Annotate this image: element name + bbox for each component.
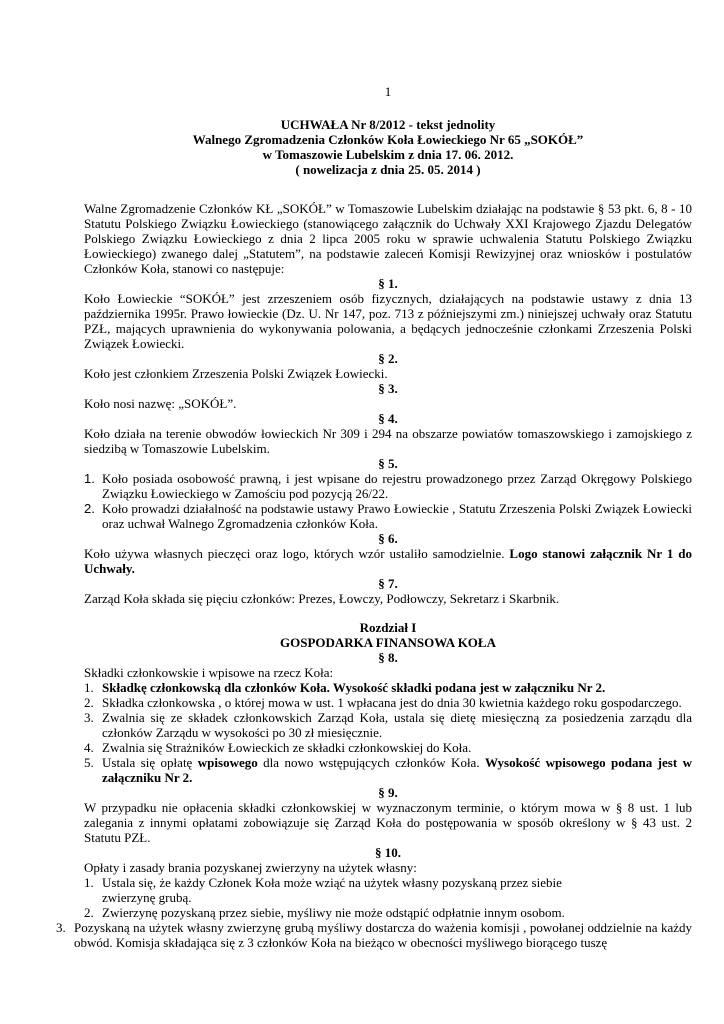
list-text: Koło posiada osobowość prawną, i jest wpisane do rejestru prowadzonego przez Zarząd Okręgowy Polskiego Związku Łowieckiego w Zamościu pod pozycją 26/22.	[102, 471, 692, 501]
section-1-heading: § 1.	[378, 276, 398, 291]
list-item	[84, 875, 692, 905]
section-10-item-3	[56, 920, 692, 950]
title-line-2: Walnego Zgromadzenia Członków Koła Łowieckiego Nr 65 „SOKÓŁ”	[192, 132, 584, 147]
section-2-heading: § 2.	[378, 351, 398, 366]
chapter-heading	[84, 620, 692, 650]
chapter-label: Rozdział I	[359, 620, 417, 635]
title-line-1: UCHWAŁA Nr 8/2012 - tekst jednolity	[280, 117, 496, 132]
list-text: Składka członkowska , o której mowa w ust. 1 wpłacana jest do dnia 30 kwietnia każdego roku gospodarczego.	[102, 695, 682, 710]
intro-paragraph: Walne Zgromadzenie Członków KŁ „SOKÓŁ” w Tomaszowie Lubelskim działając na podstawie § 53 pkt. 6, 8 - 10 Statutu Polskiego Związku Łowieckiego (stanowiącego załącznik do Uchwały XXI Krajowego Zjazdu Delegatów Polskiego Związku Łowieckiego z dnia 2 lipca 2005 roku w sprawie uchwalenia Statutu Polskiego Związku Łowieckiego) zwanego dalej „Statutem”, na podstawie zaleceń Komisji Rewizyjnej oraz wniosków i postulatów Członków Koła, stanowi co następuje:	[84, 201, 692, 276]
title-line-3: w Tomaszowie Lubelskim z dnia 17. 06. 2012.	[262, 147, 514, 162]
list-number: 2.	[84, 501, 95, 516]
chapter-title: GOSPODARKA FINANSOWA KOŁA	[280, 635, 496, 650]
section-6-body: Koło używa własnych pieczęci oraz logo, których wzór ustaliło samodzielnie.	[84, 546, 510, 561]
section-7-heading: § 7.	[378, 576, 398, 591]
list-text: Koło prowadzi działalność na podstawie ustawy Prawo Łowieckie , Statutu Zrzeszenia Polski Związek Łowiecki oraz uchwał Walnego Zgromadzenia członków Koła.	[102, 501, 692, 531]
section-1-text: Koło Łowieckie “SOKÓŁ” jest zrzeszeniem osób fizycznych, działających na podstawie ustawy z dnia 13 października 1995r. Prawo łowieckie (Dz. U. Nr 147, poz. 713 z późniejszymi zm.) niniejszej uchwały oraz Statutu PZŁ, mających uprawnienia do wykonywania polowania, a będących jednocześnie członkami Zrzeszenia Polski Związek Łowiecki.	[84, 291, 692, 351]
section-3-text: Koło nosi nazwę: „SOKÓŁ”.	[84, 396, 237, 411]
list-number: 1.	[84, 680, 94, 695]
list-item	[84, 755, 692, 785]
list-text: Zwalnia się ze składek członkowskich Zarząd Koła, ustala się dietę miesięczną za posiedzenia zarządu dla członków Zarządu w wysokości po 30 zł miesięcznie.	[102, 710, 692, 740]
section-2-text: Koło jest członkiem Zrzeszenia Polski Związek Łowiecki.	[84, 366, 388, 381]
section-8-list	[84, 680, 692, 785]
item5-bold1: wpisowego	[197, 755, 258, 770]
list-item	[84, 905, 692, 920]
list-number: 2.	[84, 695, 94, 710]
section-4-heading: § 4.	[378, 411, 398, 426]
list-text: Zwalnia się Strażników Łowieckich ze składki członkowskiej do Koła.	[102, 740, 472, 755]
section-8-intro: Składki członkowskie i wpisowe na rzecz Koła:	[84, 665, 334, 680]
list-number: 1.	[84, 471, 95, 486]
list-text-line-1: Ustala się, że każdy Członek Koła może wziąć na użytek własny pozyskaną przez siebie	[102, 875, 562, 890]
list-item	[84, 680, 692, 695]
list-text: Składkę członkowską dla członków Koła. Wysokość składki podana jest w załączniku Nr 2.	[102, 680, 606, 695]
item5-pre: Ustala się opłatę	[102, 755, 198, 770]
section-9-text: W przypadku nie opłacenia składki członkowskiej w wyznaczonym terminie, o którym mowa w § 8 ust. 1 lub zalegania z innymi opłatami zobowiązuje się Zarząd Koła do postępowania w sposób określony w § 43 ust. 2 Statutu PZŁ.	[84, 800, 692, 845]
item5-mid: dla nowo wstępujących członków Koła.	[257, 755, 486, 770]
section-6-bold: Logo stanowi załącznik Nr 1 do Uchwały.	[84, 546, 692, 576]
item5-bold2: Wysokość wpisowego podana jest w załączniku Nr 2.	[102, 755, 692, 785]
section-5-heading: § 5.	[378, 456, 398, 471]
list-number: 5.	[84, 755, 94, 770]
section-10-intro: Opłaty i zasady brania pozyskanej zwierzyny na użytek własny:	[84, 860, 417, 875]
section-8-heading: § 8.	[378, 650, 398, 665]
list-number: 1.	[84, 875, 94, 890]
title-line-4: ( nowelizacja z dnia 25. 05. 2014 )	[295, 162, 481, 177]
list-number: 3.	[56, 920, 66, 935]
list-number: 2.	[84, 905, 94, 920]
list-item	[84, 710, 692, 740]
list-text	[102, 755, 692, 785]
list-text: Pozyskaną na użytek własny zwierzynę grubą myśliwy dostarcza do ważenia komisji , powołanej oddzielnie na każdy obwód. Komisja składająca się z 3 członków Koła na bieżąco w obecności myśliwego biorącego tuszę	[74, 920, 692, 950]
resolution-title	[84, 117, 692, 177]
section-4-text: Koło działa na terenie obwodów łowieckich Nr 309 i 294 na obszarze powiatów tomaszowskiego i zamojskiego z siedzibą w Tomaszowie Lubelskim.	[84, 426, 692, 456]
section-9-heading: § 9.	[378, 785, 398, 800]
document-page	[56, 84, 692, 950]
section-10-heading: § 10.	[375, 845, 401, 860]
section-3-heading: § 3.	[378, 381, 398, 396]
list-item	[84, 740, 692, 755]
list-item	[84, 695, 692, 710]
list-text: Zwierzynę pozyskaną przez siebie, myśliwy nie może odstąpić odpłatnie innym osobom.	[102, 905, 565, 920]
section-10-list	[84, 875, 692, 920]
section-6-text	[84, 546, 692, 576]
page-number: 1	[384, 84, 392, 99]
list-number: 4.	[84, 740, 94, 755]
list-item	[84, 471, 692, 501]
section-6-heading: § 6.	[378, 531, 398, 546]
section-5-list	[84, 471, 692, 531]
list-number: 3.	[84, 710, 94, 725]
list-item	[84, 501, 692, 531]
list-text-line-2: zwierzynę grubą.	[102, 890, 192, 905]
section-7-text: Zarząd Koła składa się pięciu członków: Prezes, Łowczy, Podłowczy, Sekretarz i Skarbnik.	[84, 591, 560, 606]
